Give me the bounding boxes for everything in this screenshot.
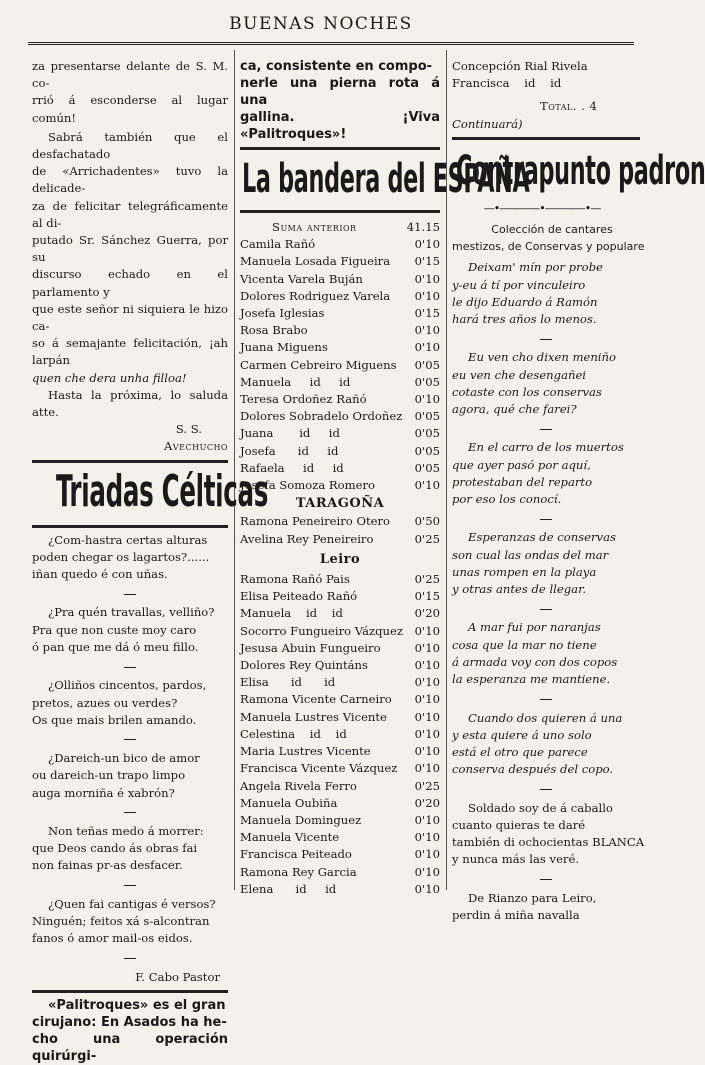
- donor-row: [240, 674, 440, 691]
- section-divider: [240, 147, 440, 150]
- verse-line: non fainas pr-as desfacer.: [32, 858, 183, 873]
- donor-name: Concepción Rial Rivela: [452, 59, 588, 73]
- text-line: nerle una pierna rota á una: [240, 76, 440, 108]
- donor-name: Carmen Cebreiro Miguens: [240, 357, 397, 372]
- total-line: Total. . 4: [540, 99, 598, 114]
- donation-amount: 0'10: [414, 237, 440, 252]
- donor-name: Socorro Fungueiro Vázquez: [240, 623, 403, 638]
- stanza-divider: [452, 690, 640, 707]
- donation-amount: 0'10: [414, 744, 440, 759]
- donor-row: [240, 513, 440, 530]
- stanza-divider: [452, 420, 640, 437]
- text-line: quen che dera unha filloa!: [32, 370, 187, 385]
- verse-line: también di ochocientas BLANCA: [452, 834, 645, 849]
- stanza-divider: [452, 510, 640, 527]
- donor-name: Josefa id id: [240, 443, 339, 458]
- donor-row: [240, 588, 440, 605]
- donor-name: Dolores Rey Quintáns: [240, 658, 368, 673]
- donation-amount: [612, 58, 652, 75]
- donor-list-2: [240, 513, 440, 547]
- letter-paragraph: [32, 129, 228, 387]
- stanza-divider: [452, 870, 640, 887]
- text-line: de «Arrichadentes» tuvo la delicade-: [32, 164, 228, 196]
- donor-row: [240, 339, 440, 356]
- donor-row: [240, 743, 440, 760]
- section-divider: [452, 137, 640, 140]
- donor-name: Vicenta Varela Buján: [240, 271, 363, 286]
- donation-amount: 0'05: [414, 426, 440, 441]
- verse-line: iñan quedo é con uñas.: [32, 567, 168, 582]
- donor-name: Manuela Dominguez: [240, 812, 362, 827]
- donor-row: [240, 864, 440, 881]
- text-line: «Palitroques» es el gran: [48, 997, 226, 1013]
- donor-row: [240, 881, 440, 898]
- donation-amount: 0'10: [414, 640, 440, 655]
- donor-row: [240, 253, 440, 270]
- donor-row: [240, 357, 440, 374]
- donation-amount: 0'10: [414, 726, 440, 741]
- column-1: [32, 58, 269, 1065]
- verse-line: son cual las ondas del mar: [452, 547, 609, 562]
- text-line: so á semajante felicitación, ¡ah larpán: [32, 336, 228, 368]
- donor-row: [240, 846, 440, 863]
- verse-line: está el otro que parece: [452, 744, 588, 759]
- donor-row: [240, 571, 440, 588]
- stanza-divider: [32, 731, 228, 748]
- donor-row: [240, 443, 440, 460]
- verse-line: fanos ó amor mail-os eidos.: [32, 931, 193, 946]
- verse-line: y otras antes de llegar.: [452, 582, 587, 597]
- palitroques-continued: [240, 58, 440, 143]
- donor-name: Ramona Vicente Carneiro: [240, 692, 392, 707]
- verse-line: pretos, azues ou verdes?: [32, 695, 178, 710]
- section-divider: [32, 460, 228, 463]
- verse-line: De Rianzo para Leiro,: [468, 890, 597, 905]
- donation-amount: 0'25: [414, 778, 440, 793]
- verse-line: ¿Dareich-un bico de amor: [48, 751, 200, 766]
- donor-row: [240, 408, 440, 425]
- donor-name: Juana id id: [240, 426, 340, 441]
- masthead-rule: [28, 42, 634, 45]
- donation-amount: 0'15: [414, 589, 440, 604]
- suma-label: Suma anterior: [272, 220, 357, 234]
- stanza-divider: [32, 658, 228, 675]
- verse-line: Esperanzas de conservas: [468, 530, 616, 545]
- donor-row: [240, 425, 440, 442]
- donation-amount: 0'10: [414, 658, 440, 673]
- donation-amount: 0'10: [414, 675, 440, 690]
- section-divider: [240, 210, 440, 213]
- donor-row: [240, 657, 440, 674]
- bandera-title: La bandera del ESPAÑA: [242, 156, 530, 202]
- donation-amount: 0'10: [414, 623, 440, 638]
- donor-row: [240, 271, 440, 288]
- donor-row: [452, 75, 652, 92]
- donor-name: Manuela Oubiña: [240, 795, 338, 810]
- ornament-rule: —•————•————•—: [483, 201, 601, 215]
- verse-line: y esta quiere á uno solo: [452, 727, 592, 742]
- verse-line: por eso los conocí.: [452, 492, 562, 507]
- donation-amount: 0'15: [414, 254, 440, 269]
- verse-line: Pra que non custe moy caro: [32, 622, 197, 637]
- donation-amount: 0'20: [414, 795, 440, 810]
- donation-amount: 0'10: [414, 692, 440, 707]
- verse-line: ou dareich-un trapo limpo: [32, 768, 186, 783]
- verse-line: auga morniña é xabrón?: [32, 785, 175, 800]
- donor-name: Elisa Peiteado Rañó: [240, 589, 358, 604]
- donor-name: Camila Rañó: [240, 237, 316, 252]
- verse-line: á armada voy con dos copos: [452, 654, 618, 669]
- signature-initials: S. S.: [175, 422, 202, 437]
- donor-name: Manuela Losada Figueira: [240, 254, 391, 269]
- verse-line: agora, qué che farei?: [452, 402, 577, 417]
- stanza-divider: [452, 330, 640, 347]
- subtitle-line: mestizos, de Conservas y populare: [452, 240, 645, 254]
- donor-row: [240, 605, 440, 622]
- donor-row: [240, 726, 440, 743]
- donor-row: [240, 531, 440, 548]
- donor-name: Ramona Rey Garcia: [240, 864, 357, 879]
- verse-line: que Deos cando ás obras fai: [32, 841, 198, 856]
- verse-line: ¿Com-hastra certas alturas: [48, 532, 208, 547]
- donation-amount: 0'10: [414, 847, 440, 862]
- verse-line: Os que mais brilen amando.: [32, 712, 197, 727]
- donation-amount: 0'15: [414, 306, 440, 321]
- verse-line: perdin á miña navalla: [452, 907, 580, 922]
- donor-name: Dolores Rodriguez Varela: [240, 288, 391, 303]
- stanza-divider: [32, 585, 228, 602]
- stanza-divider: [32, 949, 228, 966]
- verse-line: Ninguén; feitos xá s-alcontran: [32, 913, 210, 928]
- donor-name: Teresa Ordoñez Rañó: [240, 392, 367, 407]
- donation-amount: 0'10: [414, 761, 440, 776]
- donor-row: [240, 709, 440, 726]
- text-line: ca, consistente en compo-: [240, 59, 433, 74]
- contrapunto-stanzas: [452, 259, 645, 924]
- section-divider: [32, 990, 228, 993]
- donation-amount: 0'10: [414, 881, 440, 896]
- donor-row: [240, 640, 440, 657]
- verse-line: le dijo Eduardo á Ramón: [452, 294, 598, 309]
- donor-name: Jesusa Abuin Fungueiro: [240, 640, 381, 655]
- text-line: que este señor ni siquiera le hizo ca-: [32, 301, 228, 334]
- verse-line: hará tres años lo menos.: [452, 312, 597, 327]
- verse-line: cosa que la mar no tiene: [452, 637, 597, 652]
- donor-name: Dolores Sobradelo Ordoñez: [240, 409, 403, 424]
- verse-line: y nunca más las veré.: [452, 852, 580, 867]
- stanza-divider: [32, 804, 228, 821]
- contrapunto-title: Contrapunto padron: [456, 147, 705, 194]
- leiro-heading: Leiro: [319, 551, 361, 567]
- subtitle-line: Colección de cantares: [491, 223, 613, 237]
- donor-row: [240, 477, 440, 494]
- column-3: [452, 58, 705, 924]
- verse-line: ó pan que me dá ó meu fillo.: [32, 639, 199, 654]
- donor-row: [240, 374, 440, 391]
- donation-amount: 0'05: [414, 409, 440, 424]
- verse-line: poden chegar os lagartos?......: [32, 549, 210, 564]
- triadas-title-box: [56, 465, 269, 519]
- donation-amount: 0'25: [414, 572, 440, 587]
- bandera-title-box: [242, 154, 530, 206]
- palitroques-paragraph: [32, 997, 228, 1065]
- donor-name: Manuela Vicente: [240, 830, 340, 845]
- donor-row: [240, 391, 440, 408]
- text-line: za de felicitar telegráficamente al di-: [32, 198, 228, 230]
- verse-line: Soldado soy de á caballo: [468, 800, 613, 815]
- donor-row: [240, 691, 440, 708]
- verse-line: conserva después del copo.: [452, 762, 614, 777]
- donation-amount: 0'10: [414, 340, 440, 355]
- text-line: cirujano: En Asados ha he-: [32, 1014, 227, 1030]
- verse-line: unas rompen en la playa: [452, 564, 597, 579]
- donor-row: [240, 236, 440, 253]
- verse-line: ¿Pra quén travallas, velliño?: [48, 605, 215, 620]
- donor-name: Angela Rivela Ferro: [240, 778, 357, 793]
- verse-line: ¿Quen fai cantigas é versos?: [48, 896, 216, 911]
- donation-amount: 0'10: [414, 864, 440, 879]
- donor-list-1: [240, 236, 440, 494]
- verse-line: Eu ven cho dixen meniño: [468, 350, 616, 365]
- donor-row: [240, 288, 440, 305]
- closing-line: Hasta la próxima, lo saluda atte.: [32, 387, 228, 420]
- stanza-divider: [32, 877, 228, 894]
- donor-row: [240, 778, 440, 795]
- donation-amount: 0'10: [414, 288, 440, 303]
- donor-name: Ramona Rañó Pais: [240, 572, 350, 587]
- donation-amount: 0'05: [414, 374, 440, 389]
- donation-amount: 0'05: [414, 460, 440, 475]
- donation-amount: 0'50: [414, 514, 440, 529]
- stanza-divider: [452, 780, 640, 797]
- donor-row: [240, 623, 440, 640]
- donor-name: Juana Miguens: [240, 340, 328, 355]
- donation-amount: [612, 75, 652, 92]
- donor-name: Francisca Peiteado: [240, 847, 352, 862]
- verse-line: protestaban del reparto: [452, 474, 593, 489]
- donor-name: Avelina Rey Peneireiro: [240, 531, 374, 546]
- verse-line: A mar fui por naranjas: [468, 620, 601, 635]
- verse-line: Deixam' mín por probe: [468, 260, 603, 275]
- donor-name: Francisca Vicente Vázquez: [240, 761, 398, 776]
- verse-line: ¿Olliños cincentos, pardos,: [48, 678, 207, 693]
- donor-name: Celestina id id: [240, 726, 347, 741]
- masthead: BUENAS NOCHES: [229, 14, 413, 34]
- donation-amount: 0'10: [414, 323, 440, 338]
- donor-list-3: [240, 571, 440, 898]
- donation-amount: 0'10: [414, 709, 440, 724]
- text-line: putado Sr. Sánchez Guerra, por su: [32, 233, 228, 265]
- signature-pseudonym: Avechucho: [164, 439, 228, 454]
- taragona-heading: TARAGOÑA: [295, 496, 385, 512]
- donation-amount: 0'20: [414, 606, 440, 621]
- suma-value: 41.15: [406, 220, 440, 234]
- donor-row: [240, 812, 440, 829]
- section-divider: [32, 525, 228, 528]
- text-line: gallina. ¡Viva «Palitroques»!: [240, 110, 440, 142]
- donor-name: Elena id id: [240, 881, 337, 896]
- text-line: za presentarse delante de S. M. co-: [32, 59, 228, 91]
- verse-line: Cuando dos quieren á una: [468, 710, 623, 725]
- donor-row: [240, 322, 440, 339]
- donor-row: [240, 460, 440, 477]
- suma-anterior-row: [240, 219, 440, 236]
- text-line: rrió á esconderse al lugar común!: [32, 93, 228, 125]
- verse-line: la esperanza me mantiene.: [452, 672, 611, 687]
- verse-line: eu ven che desengañei: [452, 367, 587, 382]
- donor-row: [240, 760, 440, 777]
- donor-row: [240, 795, 440, 812]
- verse-line: y-eu á tí por vinculeiro: [452, 277, 586, 292]
- donation-amount: 0'10: [414, 812, 440, 827]
- donation-amount: 0'10: [414, 478, 440, 493]
- donor-name: Rosa Brabo: [240, 323, 308, 338]
- verse-line: que ayer pasó por aquí,: [452, 457, 591, 472]
- donation-amount: 0'10: [414, 830, 440, 845]
- poem-author: F. Cabo Pastor: [135, 969, 220, 984]
- triadas-title: Triadas Célticas: [56, 465, 269, 517]
- donor-list-continued: [452, 58, 652, 92]
- donor-name: Manuela id id: [240, 606, 343, 621]
- verse-line: cotaste con los conservas: [452, 384, 602, 399]
- text-line: Sabrá también que el desfachatado: [32, 129, 228, 162]
- text-line: discurso echado en el parlamento y: [32, 267, 228, 299]
- verse-line: En el carro de los muertos: [468, 440, 624, 455]
- triadas-poems: [32, 532, 228, 967]
- donation-amount: 0'10: [414, 392, 440, 407]
- text-line: cho una operación quirúrgi-: [32, 1031, 228, 1064]
- verse-line: cuanto quieras te daré: [452, 817, 586, 832]
- donor-row: [240, 829, 440, 846]
- donation-amount: 0'10: [414, 271, 440, 286]
- intro-paragraph: [32, 58, 228, 127]
- donor-name: Manuela Lustres Vicente: [240, 709, 387, 724]
- donor-name: Josefa Iglesias: [240, 306, 325, 321]
- donor-name: Josefa Somoza Romero: [240, 478, 376, 493]
- donation-amount: 0'25: [414, 531, 440, 546]
- donor-name: Maria Lustres Vicente: [240, 744, 371, 759]
- donation-amount: 0'05: [414, 357, 440, 372]
- stanza-divider: [452, 600, 640, 617]
- donor-name: Ramona Peneireiro Otero: [240, 514, 390, 529]
- donor-row: [240, 305, 440, 322]
- donation-amount: 0'05: [414, 443, 440, 458]
- contrapunto-subtitle: [452, 221, 652, 255]
- donor-name: Elisa id id: [240, 675, 336, 690]
- donor-row: [452, 58, 652, 75]
- donor-name: Francisca id id: [452, 76, 562, 91]
- contrapunto-title-box: [456, 146, 705, 198]
- donor-name: Rafaela id id: [240, 460, 344, 475]
- donor-name: Manuela id id: [240, 374, 351, 389]
- continuara-note: Continuará): [452, 116, 523, 131]
- verse-line: Non teñas medo á morrer:: [48, 823, 204, 838]
